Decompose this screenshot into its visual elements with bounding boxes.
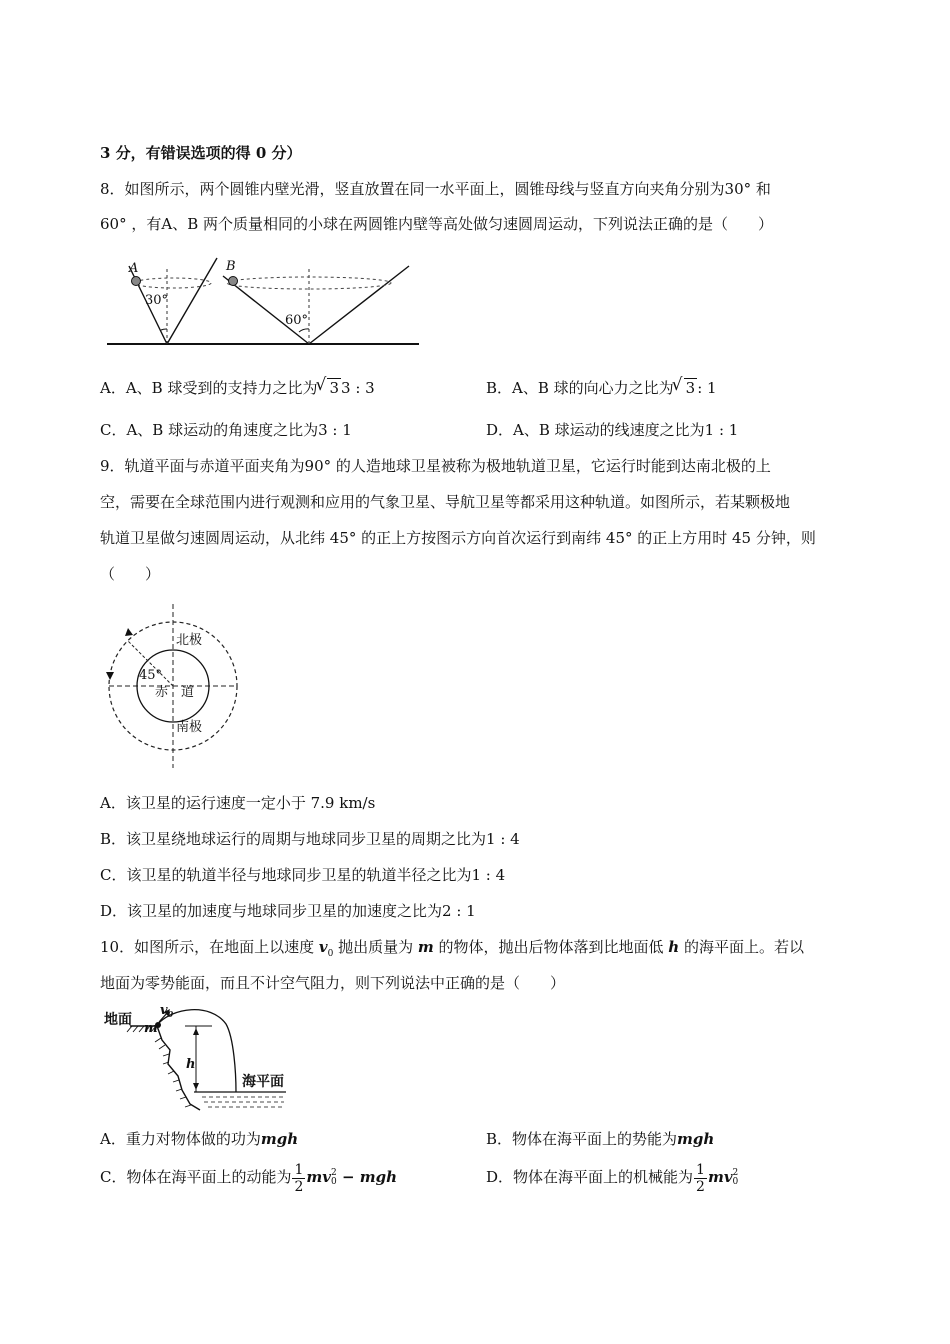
q9-stem-line1: 9．轨道平面与赤道平面夹角为90° 的人造地球卫星被称为极地轨道卫星，它运行时能到达南北极的上 [100, 457, 771, 475]
equator-label: 赤 道 [155, 685, 195, 700]
q10-text: 的物体，抛出后物体落到比地面低 [433, 938, 669, 956]
cone-a-right-wall [167, 258, 217, 344]
q9-option-c[interactable]: C．该卫星的轨道半径与地球同步卫星的轨道半径之比为1 : 4 [100, 866, 506, 884]
q8-option-b[interactable] [486, 377, 717, 399]
mass-label: m [144, 1021, 158, 1036]
angle-label-60: 60° [285, 313, 309, 328]
q10-stem-line1 [100, 936, 804, 965]
velocity-label: $v_0$ [160, 1004, 174, 1019]
q8-option-a[interactable] [100, 377, 375, 399]
q10-option-d[interactable]: D．物体在海平面上的机械能为 $\frac{1}{2}$ mv 2 0 [486, 1161, 739, 1195]
ground-label: 地面 [104, 1012, 132, 1028]
q10-option-b[interactable] [486, 1128, 714, 1150]
q9-stem-line4: （ ） [100, 565, 161, 583]
q9-option-a[interactable]: A．该卫星的运行速度一定小于 7.9 km/s [100, 794, 376, 812]
angle-label-30: 30° [145, 293, 169, 308]
orbit-arrow-top [125, 628, 133, 636]
q8-cones-figure [105, 252, 425, 350]
mv-term: mv [707, 1168, 733, 1186]
q8-option-a-prefix: A．A、B 球受到的支持力之比为 [100, 379, 318, 397]
label-a: A [129, 261, 139, 276]
q10-option-c-prefix: C．物体在海平面上的动能为 [100, 1168, 292, 1186]
q10-mass-symbol: m [417, 938, 434, 956]
q10-option-b-value: mgh [677, 1130, 715, 1148]
q10-option-a[interactable] [100, 1128, 298, 1150]
q8-stem-line1: 8．如图所示，两个圆锥内壁光滑，竖直放置在同一水平面上，圆锥母线与竖直方向夹角分别为30° 和 [100, 180, 771, 198]
q8-stem-line2: 60° ，有A、B 两个质量相同的小球在两圆锥内壁等高处做匀速圆周运动，下列说法正确的是（ ） [100, 215, 773, 233]
q9-option-d[interactable]: D．该卫星的加速度与地球同步卫星的加速度之比为2 : 1 [100, 902, 476, 920]
sea-level-label: 海平面 [242, 1074, 284, 1090]
mgh-term: − mgh [336, 1168, 398, 1186]
ball-a [132, 277, 141, 286]
height-label: h [186, 1057, 196, 1072]
north-pole-label: 北极 [176, 633, 203, 648]
ball-b [229, 277, 238, 286]
q10-height-symbol: h [668, 938, 680, 956]
orbit-arrow-left [106, 672, 114, 680]
q8-option-c[interactable]: C．A、B 球运动的角速度之比为3 : 1 [100, 421, 352, 439]
sqrt-symbol: √ 3 [317, 377, 341, 399]
sea-water-lines [202, 1097, 284, 1107]
q10-option-d-prefix: D．物体在海平面上的机械能为 [486, 1168, 694, 1186]
cone-a-orbit [135, 278, 211, 288]
q8-option-a-value: 3 : 3 [341, 379, 375, 397]
q10-projectile-figure [102, 1004, 302, 1114]
q10-option-a-value: mgh [260, 1130, 299, 1148]
q8-option-d[interactable]: D．A、B 球运动的线速度之比为1 : 1 [486, 421, 739, 439]
cliff-hatching [127, 1026, 191, 1107]
fraction-one-half: $\frac{1}{2}$ [294, 1161, 304, 1195]
q8-option-b-value: : 1 [697, 379, 717, 397]
q9-polar-orbit-figure [103, 600, 243, 772]
q10-text: 抛出质量为 [333, 938, 418, 956]
q10-text: 的海平面上。若以 [679, 938, 804, 956]
q9-stem-line3: 轨道卫星做匀速圆周运动，从北纬 45° 的正上方按图示方向首次运行到南纬 45° 的正上方用时 45 分钟，则 [100, 529, 816, 547]
cone-b-left-wall [223, 276, 309, 344]
angle-label-45: 45° [139, 668, 163, 683]
section-heading-tail: 3 分，有错误选项的得 0 分） [100, 144, 302, 162]
q8-option-b-prefix: B．A、B 球的向心力之比为 [486, 379, 674, 397]
sqrt-symbol: √ 3 [674, 377, 698, 399]
q10-option-b-prefix: B．物体在海平面上的势能为 [486, 1130, 678, 1148]
q10-option-a-prefix: A．重力对物体做的功为 [100, 1130, 261, 1148]
mv-term: mv [306, 1168, 331, 1186]
label-b: B [226, 259, 236, 274]
cone-b-right-wall [309, 266, 409, 344]
q10-stem-line2: 地面为零势能面，而且不计空气阻力，则下列说法中正确的是（ ） [100, 974, 566, 992]
fraction-one-half: $\frac{1}{2}$ [696, 1161, 705, 1195]
q10-velocity-sub: 0 [327, 949, 334, 959]
q9-stem-line2: 空，需要在全球范围内进行观测和应用的气象卫星、导航卫星等都采用这种轨道。如图所示，若某颗极地 [100, 493, 791, 511]
q10-velocity-symbol: v [318, 938, 328, 956]
q9-option-b[interactable]: B．该卫星绕地球运行的周期与地球同步卫星的周期之比为1 : 4 [100, 830, 520, 848]
south-pole-label: 南极 [176, 720, 203, 735]
q10-text: 10．如图所示，在地面上以速度 [100, 938, 319, 956]
q10-option-c[interactable]: C．物体在海平面上的动能为 $\frac{1}{2}$ mv 2 0 − mgh [100, 1161, 398, 1195]
